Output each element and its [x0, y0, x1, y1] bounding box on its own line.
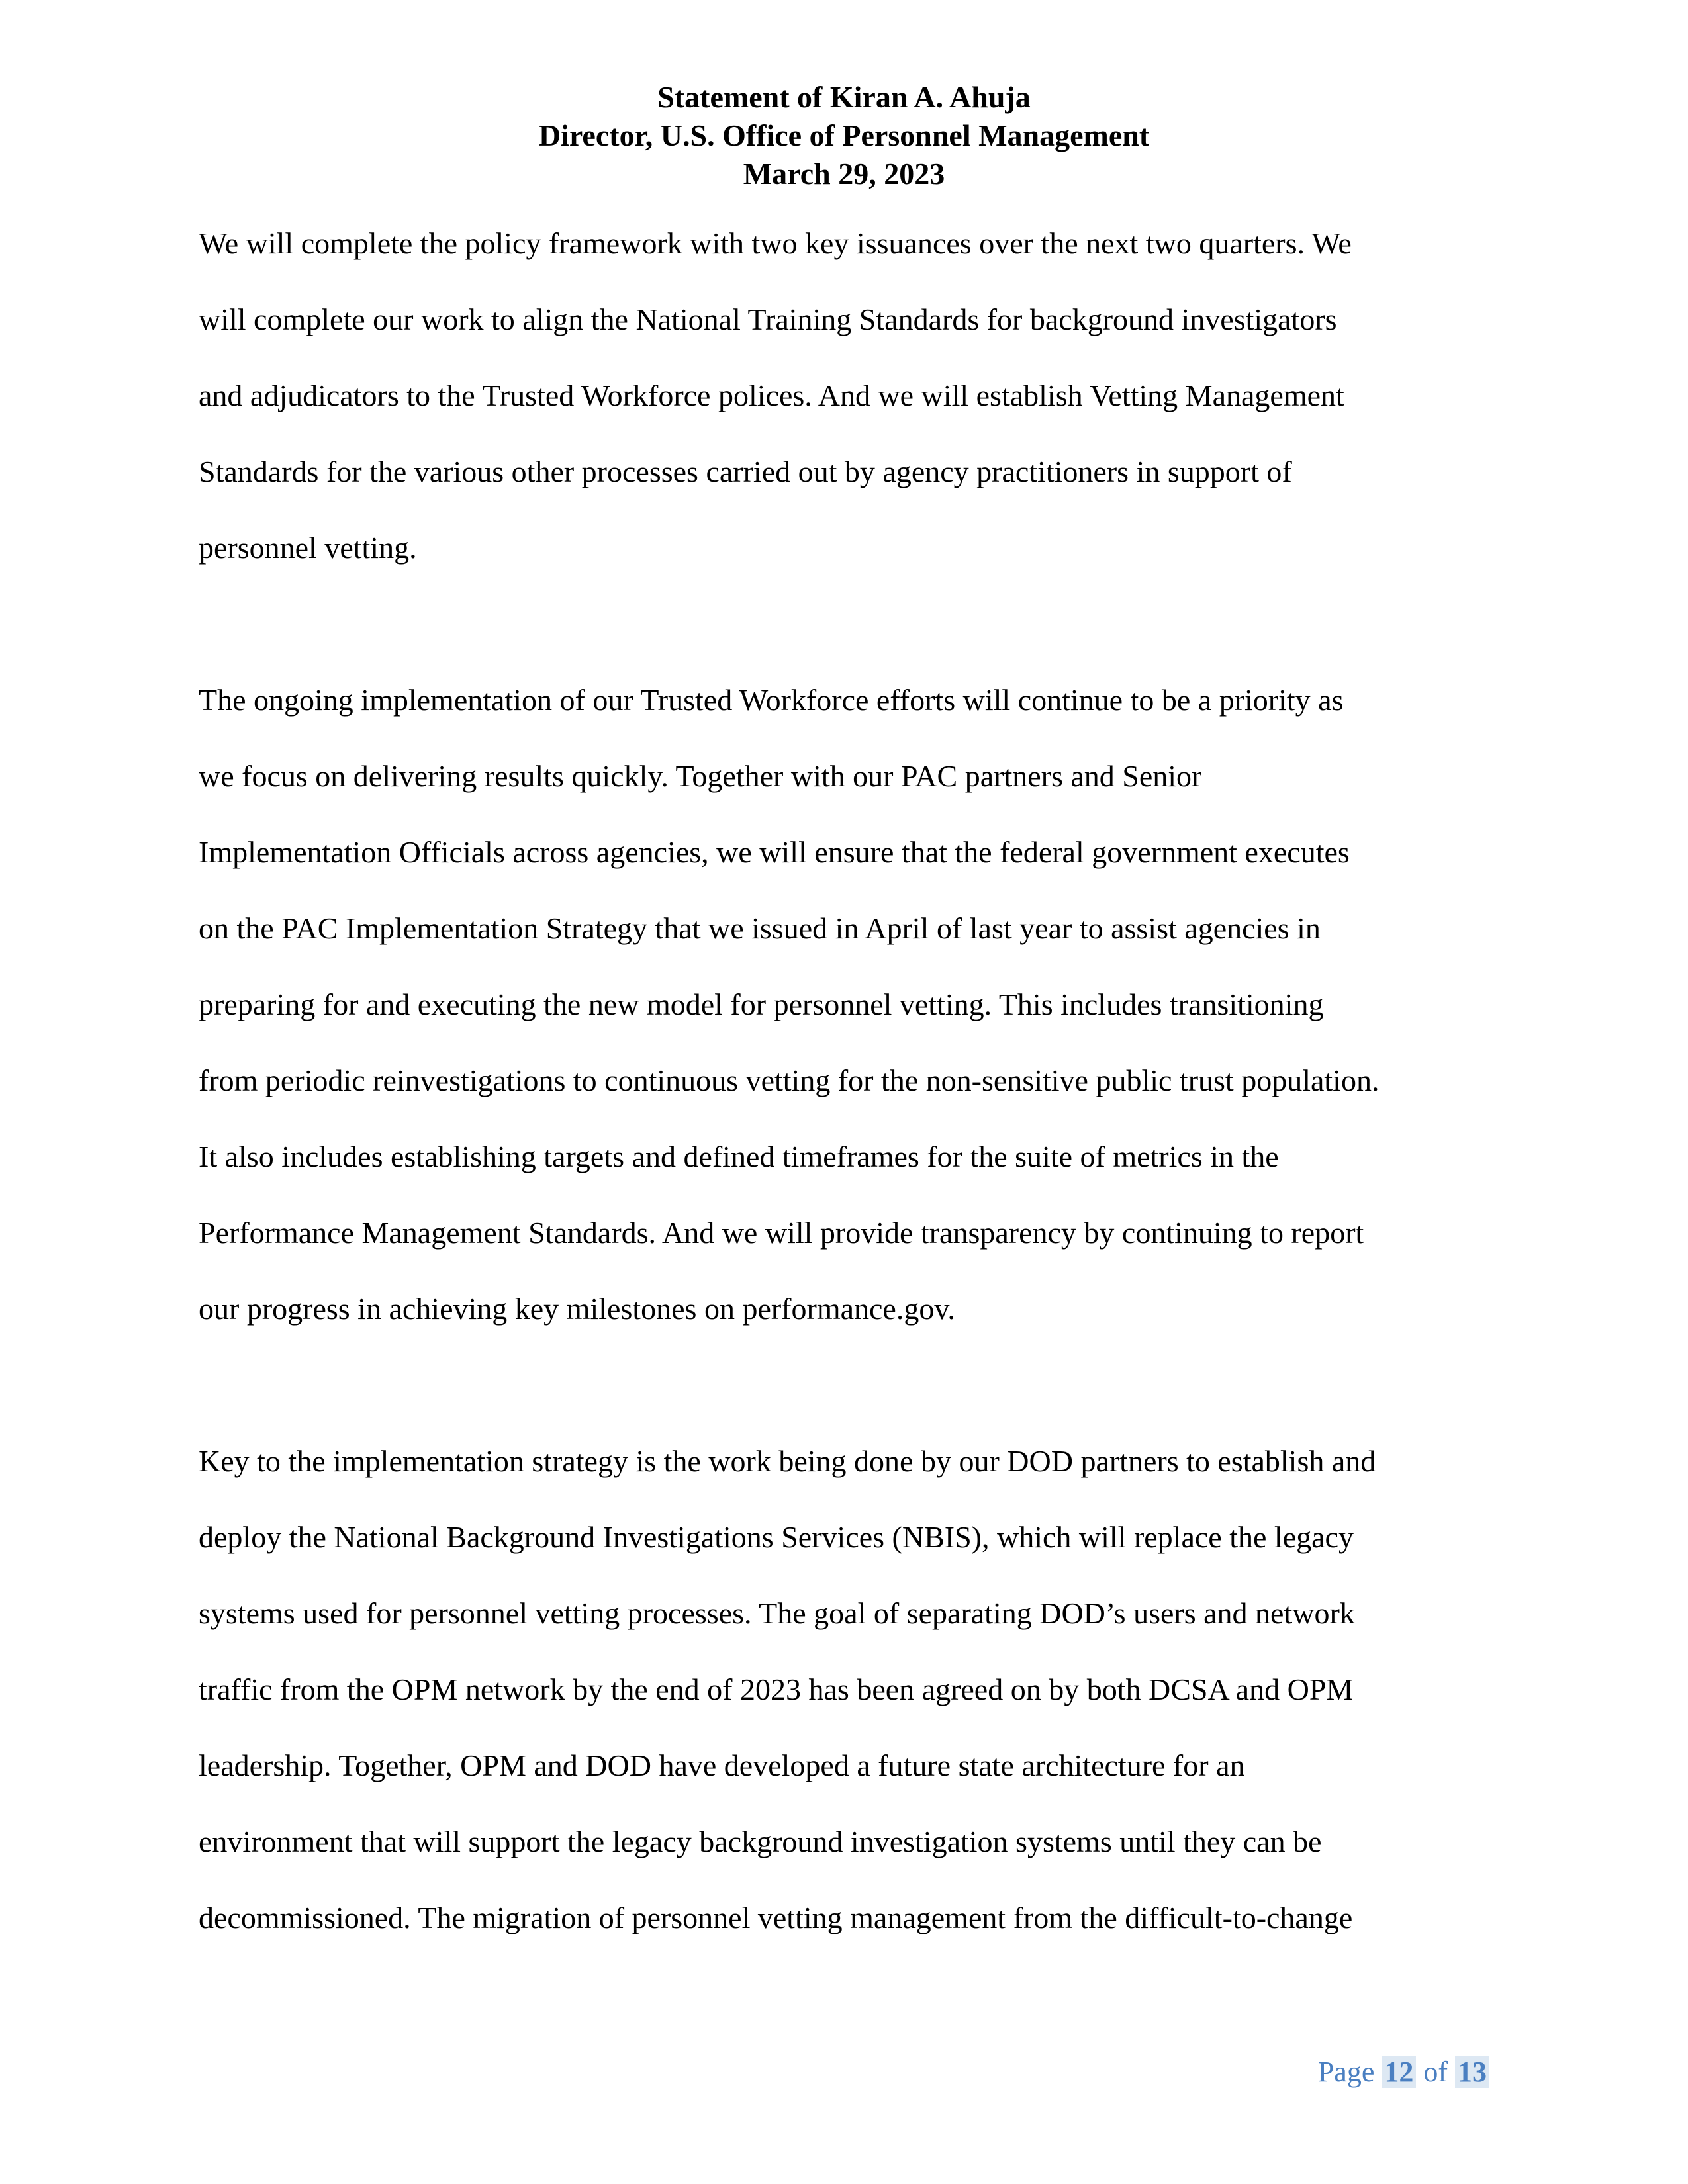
paragraph-line: from periodic reinvestigations to continuous vetting for the non-sensitive public trust population.	[199, 1064, 1380, 1097]
header-subtitle: Director, U.S. Office of Personnel Management	[538, 118, 1150, 152]
paragraph-line: preparing for and executing the new model for personnel vetting. This includes transitioning	[199, 987, 1324, 1021]
page-current: 12	[1382, 2056, 1416, 2088]
paragraph-line: deploy the National Background Investigations Services (NBIS), which will replace the legacy	[199, 1520, 1354, 1554]
paragraph-line: on the PAC Implementation Strategy that we issued in April of last year to assist agencies in	[199, 911, 1321, 945]
paragraph-line: systems used for personnel vetting processes. The goal of separating DOD’s users and network	[199, 1596, 1355, 1630]
paragraph-line: Performance Management Standards. And we will provide transparency by continuing to report	[199, 1216, 1364, 1250]
paragraph-line: Implementation Officials across agencies, we will ensure that the federal government executes	[199, 835, 1350, 869]
paragraph-line: Standards for the various other processes carried out by agency practitioners in support of	[199, 455, 1292, 488]
page-number-footer	[1318, 2054, 1489, 2091]
paragraph-line: personnel vetting.	[199, 531, 417, 565]
paragraph-2	[199, 662, 1496, 1347]
paragraph-3	[199, 1423, 1496, 1956]
paragraph-line: traffic from the OPM network by the end of 2023 has been agreed on by both DCSA and OPM	[199, 1672, 1354, 1706]
paragraph-line: environment that will support the legacy background investigation systems until they can be	[199, 1825, 1322, 1858]
of-label: of	[1423, 2056, 1448, 2088]
page-label: Page	[1317, 2056, 1375, 2088]
paragraph-line: our progress in achieving key milestones on performance.gov.	[199, 1292, 955, 1326]
paragraph-line: Key to the implementation strategy is the work being done by our DOD partners to establish and	[199, 1444, 1376, 1478]
paragraph-line: will complete our work to align the National Training Standards for background investigators	[199, 302, 1337, 336]
paragraph-line: We will complete the policy framework with two key issuances over the next two quarters. We	[199, 226, 1352, 260]
paragraph-line: decommissioned. The migration of personnel vetting management from the difficult-to-change	[199, 1901, 1353, 1934]
header-date: March 29, 2023	[743, 157, 945, 191]
document-header	[0, 78, 1688, 193]
paragraph-line: and adjudicators to the Trusted Workforce polices. And we will establish Vetting Management	[199, 379, 1344, 412]
paragraph-line: leadership. Together, OPM and DOD have developed a future state architecture for an	[199, 1749, 1245, 1782]
paragraph-line: The ongoing implementation of our Trusted Workforce efforts will continue to be a priority as	[199, 683, 1344, 717]
paragraph-1	[199, 205, 1496, 586]
paragraph-line: It also includes establishing targets and defined timeframes for the suite of metrics in the	[199, 1140, 1279, 1173]
page-total: 13	[1455, 2056, 1489, 2088]
header-title: Statement of Kiran A. Ahuja	[657, 80, 1031, 114]
paragraph-line: we focus on delivering results quickly. Together with our PAC partners and Senior	[199, 759, 1202, 793]
